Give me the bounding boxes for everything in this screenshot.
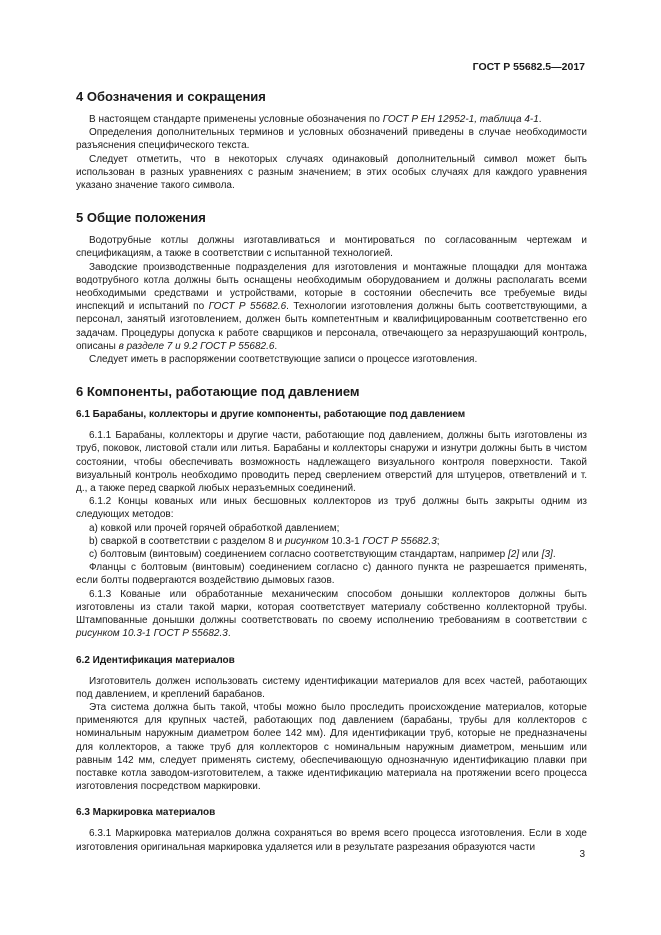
subsection-6-3-title: 6.3 Маркировка материалов <box>76 807 216 819</box>
subsection-6-2-paragraph-1: Изготовитель должен использовать систему идентификации материалов для всех частей, работающих под давлением, и креплений барабанов. <box>76 675 587 700</box>
page-content <box>76 89 587 872</box>
section-5 <box>76 210 587 366</box>
section-5-paragraph-2: Заводские производственные подразделения для изготовления и монтажные площадки для монтажа водотрубного котла должны быть оснащены необходимым оборудованием и должны располагать всеми необходимыми средствами и устройствами, которые в состоянии обеспечить все требуемые виды инспекций и испытаний по ГОСТ Р 55682.6. Технологии изготовления должны быть соответствующими, а персонал, занятый изготовлением, должен быть компетентным и квалифицированным соответственно его задачам. Процедуры допуска к работе сварщиков и персонала, отвечающего за неразрушающий контроль, описаны в разделе 7 и 9.2 ГОСТ Р 55682.6. <box>76 261 587 352</box>
subsection-6-1 <box>76 408 587 640</box>
section-4-title: 4 Обозначения и сокращения <box>76 89 266 104</box>
section-5-title: 5 Общие положения <box>76 210 206 226</box>
section-4-paragraph-1: В настоящем стандарте применены условные обозначения по ГОСТ Р ЕН 12952-1, таблица 4-1. <box>89 114 542 125</box>
clause-6-1-2: 6.1.2 Концы кованых или иных бесшовных коллекторов из труб должны быть закрыты одним из следующих методов: <box>76 496 587 521</box>
section-6 <box>76 384 587 853</box>
flanges-note: Фланцы с болтовым (винтовым) соединением согласно c) данного пункта не разрешается применять, если болты подвергаются воздействию дымовых газов. <box>76 562 587 587</box>
list-item-a: а) ковкой или прочей горячей обработкой давлением; <box>89 522 340 534</box>
section-5-paragraph-1: Водотрубные котлы должны изготавливаться и монтироваться по согласованным чертежам и спецификациям, а также в соответствии с испытанной технологией. <box>76 235 587 260</box>
page-number: 3 <box>579 849 585 860</box>
section-4-paragraph-2: Определения дополнительных терминов и условных обозначений приведены в случае необходимости разъяснения специфического текста. <box>76 127 587 152</box>
section-6-title: 6 Компоненты, работающие под давлением <box>76 384 360 400</box>
standard-code: ГОСТ Р 55682.5—2017 <box>472 61 585 73</box>
clause-6-1-3: 6.1.3 Кованые или обработанные механическим способом донышки коллекторов должны быть изготовлены из стали такой марки, которая соответствует материалу собственно коллекторной трубы. Штампованные донышки должны соответствовать по своему исполнению требованиям в соответствии с рисунком 10.3-1 ГОСТ Р 55682.3. <box>76 588 587 640</box>
list-item-b: b) сваркой в соответствии с разделом 8 и рисунком 10.3-1 ГОСТ Р 55682.3; <box>89 535 440 547</box>
subsection-6-2-title: 6.2 Идентификация материалов <box>76 654 235 666</box>
subsection-6-2-paragraph-2: Эта система должна быть такой, чтобы можно было проследить происхождение материалов, которые применяются для крупных частей, работающих под давлением (барабаны, трубы для коллекторов с номинальным наружным диаметром более 142 мм). Для идентификации труб, которые не предназначены для коллекторов, а также труб для коллекторов с номинальным наружным диаметром, меньшим или равным 142 мм, следует применять систему, обеспечивающую однозначную идентификацию плавки при поставке котла заводом-изготовителем, а также идентификацию материала на протяжении всего процесса изготовления посредством маркировки. <box>76 701 587 793</box>
section-4 <box>76 89 587 192</box>
section-5-paragraph-3: Следует иметь в распоряжении соответствующие записи о процессе изготовления. <box>89 354 478 366</box>
subsection-6-2 <box>76 654 587 794</box>
clause-6-3-1: 6.3.1 Маркировка материалов должна сохраняться во время всего процесса изготовления. Если в ходе изготовления оригинальная маркировка удаляется или в результате разрезания образуются части <box>76 828 587 853</box>
clause-6-1-1: 6.1.1 Барабаны, коллекторы и другие части, работающие под давлением, должны быть изготовлены из труб, поковок, листовой стали или литья. Барабаны и коллекторы снаружи и изнутри должны быть в чистом состоянии, чтобы обеспечивать возможность надлежащего визуального контроля поверхности. Такой визуальный контроль необходимо проводить перед сверлением отверстий для штуцеров, ответвлений и т. д., а также перед сваркой любых неразъемных соединений. <box>76 430 587 495</box>
section-4-paragraph-3: Следует отметить, что в некоторых случаях одинаковый дополнительный символ может быть использован в разных уравнениях с разным значением; в этих особых случаях для каждого уравнения указано значение такого символа. <box>76 153 587 192</box>
list-item-c: c) болтовым (винтовым) соединением согласно соответствующим стандартам, например [2] или [3]. <box>89 549 556 561</box>
subsection-6-3 <box>76 806 587 853</box>
subsection-6-1-title: 6.1 Барабаны, коллекторы и другие компоненты, работающие под давлением <box>76 409 466 421</box>
